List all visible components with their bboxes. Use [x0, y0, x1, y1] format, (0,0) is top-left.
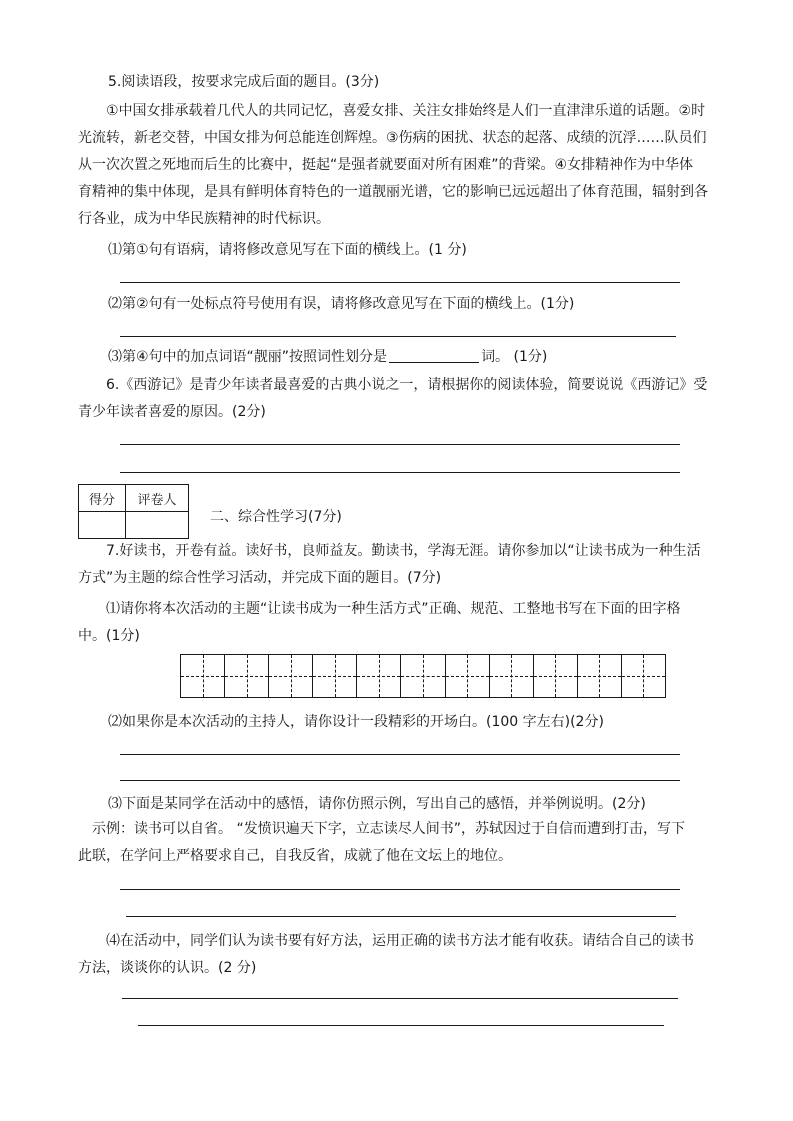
grid-cell[interactable]	[578, 655, 622, 697]
q7-sub1-line: ⑴请你将本次活动的主题“让读书成为一种生活方式”正确、规范、工整地书写在下面的田字格	[106, 601, 681, 617]
answer-line[interactable]	[120, 444, 680, 445]
q7-example-line: 示例：读书可以自省。 “发愤识遍天下字，立志读尽人间书”，苏轼因过于自信而遭到打击，写下	[92, 821, 685, 837]
grid-cell[interactable]	[269, 655, 313, 697]
answer-line[interactable]	[138, 1025, 664, 1026]
q7-sub3: ⑶下面是某同学在活动中的感悟，请你仿照示例，写出自己的感悟，并举例说明。(2分)	[108, 796, 646, 812]
q5-sub3-suffix: 词。 (1分)	[481, 349, 548, 365]
q5-passage-line: 育精神的集中体现，是具有鲜明体育特色的一道靓丽光谱，它的影响已远远超出了体育范围，辐射到各	[78, 184, 708, 200]
q7-intro-line: 7.好读书，开卷有益。读好书，良师益友。勤读书，学海无涯。请你参加以“让读书成为一种生活	[106, 543, 701, 559]
q7-sub1-line: 中。(1分)	[78, 628, 140, 644]
q7-intro	[78, 538, 718, 592]
grid-cell[interactable]	[357, 655, 401, 697]
answer-line[interactable]	[122, 998, 678, 999]
section-title: 二、综合性学习(7分)	[210, 509, 342, 525]
q5-sub3-text: ⑶第④句中的加点词语“靓丽”按照词性划分是	[108, 349, 388, 365]
grid-cell[interactable]	[490, 655, 534, 697]
grader-header: 评卷人	[126, 485, 189, 512]
fill-blank[interactable]	[389, 348, 479, 363]
q7-sub1	[78, 596, 718, 650]
grid-cell[interactable]	[446, 655, 490, 697]
q7-example	[78, 816, 718, 870]
grid-cell[interactable]	[534, 655, 578, 697]
answer-line[interactable]	[120, 282, 680, 283]
q6-line: 青少年读者喜爱的原因。(2分)	[78, 404, 266, 420]
q5-sub3	[108, 347, 547, 367]
q5-passage	[78, 98, 718, 233]
answer-line[interactable]	[120, 889, 680, 890]
q7-sub4	[78, 928, 718, 982]
q7-sub4-line: ⑷在活动中，同学们认为读书要有好方法，运用正确的读书方法才能有收获。请结合自己的读书	[106, 933, 694, 949]
grid-cell[interactable]	[313, 655, 357, 697]
q5-sub2: ⑵第②句有一处标点符号使用有误，请将修改意见写在下面的横线上。(1分)	[108, 296, 575, 312]
answer-line[interactable]	[120, 472, 680, 473]
q5-passage-line: ①中国女排承载着几代人的共同记忆，喜爱女排、关注女排始终是人们一直津津乐道的话题。②时	[106, 103, 706, 119]
q5-passage-line: 从一次次置之死地而后生的比赛中，挺起“是强者就要面对所有困难”的背梁。④女排精神作为中华体	[78, 157, 694, 173]
answer-line[interactable]	[120, 780, 680, 781]
grid-cell[interactable]	[401, 655, 445, 697]
answer-line[interactable]	[126, 916, 676, 917]
q5-title: 5.阅读语段，按要求完成后面的题目。(3分)	[108, 74, 380, 90]
grader-cell[interactable]	[126, 512, 189, 539]
grid-cell[interactable]	[181, 655, 225, 697]
q7-intro-line: 方式”为主题的综合性学习活动，并完成下面的题目。(7分)	[78, 570, 442, 586]
answer-line[interactable]	[120, 754, 680, 755]
q5-sub1: ⑴第①句有语病，请将修改意见写在下面的横线上。(1 分)	[108, 242, 467, 258]
score-cell[interactable]	[79, 512, 126, 539]
answer-line[interactable]	[120, 336, 676, 337]
q5-passage-line: 光流转，新老交替，中国女排为何总能连创辉煌。③伤病的困扰、状态的起落、成绩的沉浮……队员们	[78, 130, 707, 146]
q7-sub4-line: 方法，谈谈你的认识。(2 分)	[78, 960, 257, 976]
score-header: 得分	[79, 485, 126, 512]
grid-cell[interactable]	[225, 655, 269, 697]
q5-passage-line: 行各业，成为中华民族精神的时代标识。	[78, 211, 330, 227]
q7-sub2: ⑵如果你是本次活动的主持人，请你设计一段精彩的开场白。(100 字左右)(2分)	[108, 714, 604, 730]
score-table	[78, 484, 189, 539]
grid-cell[interactable]	[622, 655, 665, 697]
q6-line: 6.《西游记》是青少年读者最喜爱的古典小说之一，请根据你的阅读体验，简要说说《西游记》受	[106, 377, 708, 393]
q6-text	[78, 372, 718, 426]
tianzige-grid[interactable]	[180, 654, 666, 698]
q7-example-line: 此联，在学问上严格要求自己，自我反省，成就了他在文坛上的地位。	[78, 848, 512, 864]
